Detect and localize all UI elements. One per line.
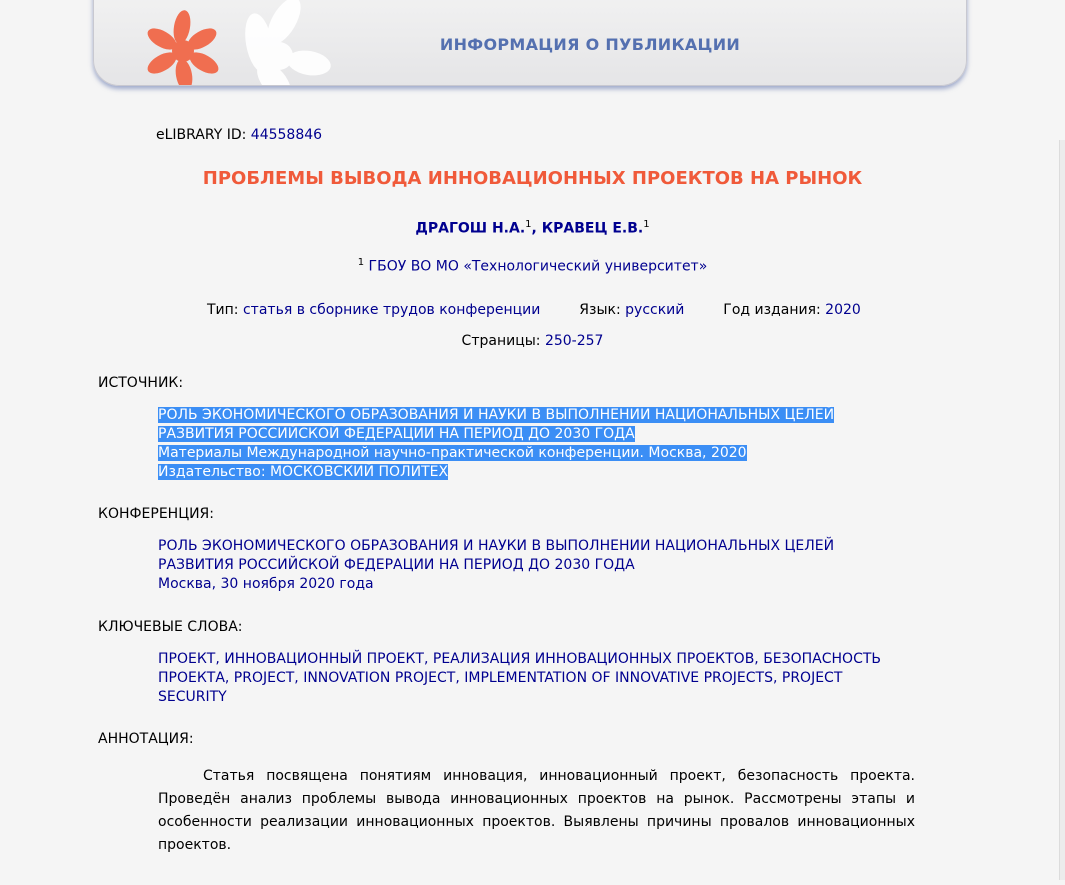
- keywords-line[interactable]: ПРОЕКТ, ИННОВАЦИОННЫЙ ПРОЕКТ, РЕАЛИЗАЦИЯ ИННОВАЦИОННЫХ ПРОЕКТОВ, БЕЗОПАСНОСТЬ: [158, 651, 882, 667]
- source-block: [158, 406, 834, 482]
- source-title-line[interactable]: РАЗВИТИЯ РОССИЙСКОЙ ФЕДЕРАЦИИ НА ПЕРИОД ДО 2030 ГОДА: [158, 426, 635, 442]
- type-value: статья в сборнике трудов конференции: [242, 302, 541, 318]
- publication-meta-row: [207, 302, 861, 318]
- pages-label: Страницы:: [461, 333, 541, 349]
- author-affiliation-sup: 1: [643, 219, 650, 230]
- keywords-line[interactable]: ПРОЕКТА, PROJECT, INNOVATION PROJECT, IMPLEMENTATION OF INNOVATIVE PROJECTS, PROJECT: [158, 670, 843, 686]
- author-affiliation-sup: 1: [525, 219, 532, 230]
- year-value: 2020: [825, 302, 861, 318]
- author-link[interactable]: КРАВЕЦ Е.В.: [541, 220, 644, 237]
- affiliation-link[interactable]: ГБОУ ВО МО «Технологический университет»: [368, 258, 708, 275]
- conference-section-label: КОНФЕРЕНЦИЯ:: [98, 506, 214, 522]
- header-title: ИНФОРМАЦИЯ О ПУБЛИКАЦИИ: [439, 35, 741, 54]
- elibrary-id-value: 44558846: [250, 127, 323, 143]
- author-separator: ,: [531, 220, 542, 237]
- type-label: Тип:: [207, 302, 239, 318]
- abstract-text: Статья посвящена понятиям инновация, инновационный проект, безопасность проекта. Проведён анализ проблемы вывода инновационных проектов на рынок. Рассмотрены этапы и особенности реализации инновационных проектов. Выявлены причины провалов инновационных проектов.: [158, 768, 915, 853]
- source-section-label: ИСТОЧНИК:: [98, 375, 184, 391]
- elibrary-id-label: eLIBRARY ID:: [156, 127, 247, 143]
- year-label: Год издания:: [723, 302, 821, 318]
- keywords-line[interactable]: SECURITY: [158, 689, 227, 705]
- authors-row: [0, 219, 1065, 237]
- conference-location-line: Москва, 30 ноября 2020 года: [158, 576, 374, 592]
- abstract-section-label: АННОТАЦИЯ:: [98, 731, 194, 747]
- keywords-section-label: КЛЮЧЕВЫЕ СЛОВА:: [98, 619, 243, 635]
- language-value: русский: [625, 302, 685, 318]
- affiliation-sup: 1: [357, 257, 365, 268]
- elibrary-id-row: [156, 127, 322, 143]
- article-title: ПРОБЛЕМЫ ВЫВОДА ИННОВАЦИОННЫХ ПРОЕКТОВ НА РЫНОК: [202, 168, 863, 189]
- source-publisher-line[interactable]: Издательство: МОСКОВСКИЙ ПОЛИТЕХ: [158, 464, 449, 480]
- language-label: Язык:: [579, 302, 621, 318]
- keywords-block: [158, 650, 881, 707]
- pages-value: 250-257: [544, 333, 604, 349]
- author-link[interactable]: ДРАГОШ Н.А.: [415, 220, 526, 237]
- source-title-line[interactable]: РОЛЬ ЭКОНОМИЧЕСКОГО ОБРАЗОВАНИЯ И НАУКИ В ВЫПОЛНЕНИИ НАЦИОНАЛЬНЫХ ЦЕЛЕЙ: [158, 407, 835, 423]
- right-scroll-edge: [1059, 140, 1065, 880]
- conference-title-line[interactable]: РАЗВИТИЯ РОССИЙСКОЙ ФЕДЕРАЦИИ НА ПЕРИОД ДО 2030 ГОДА: [158, 557, 635, 573]
- header-panel: [93, 0, 967, 86]
- affiliation-row: [0, 257, 1065, 275]
- conference-block: [158, 537, 834, 594]
- conference-title-line[interactable]: РОЛЬ ЭКОНОМИЧЕСКОГО ОБРАЗОВАНИЯ И НАУКИ В ВЫПОЛНЕНИИ НАЦИОНАЛЬНЫХ ЦЕЛЕЙ: [158, 538, 835, 554]
- source-materials-line: Материалы Международной научно-практической конференции. Москва, 2020: [158, 445, 747, 461]
- pages-row: [0, 333, 1065, 349]
